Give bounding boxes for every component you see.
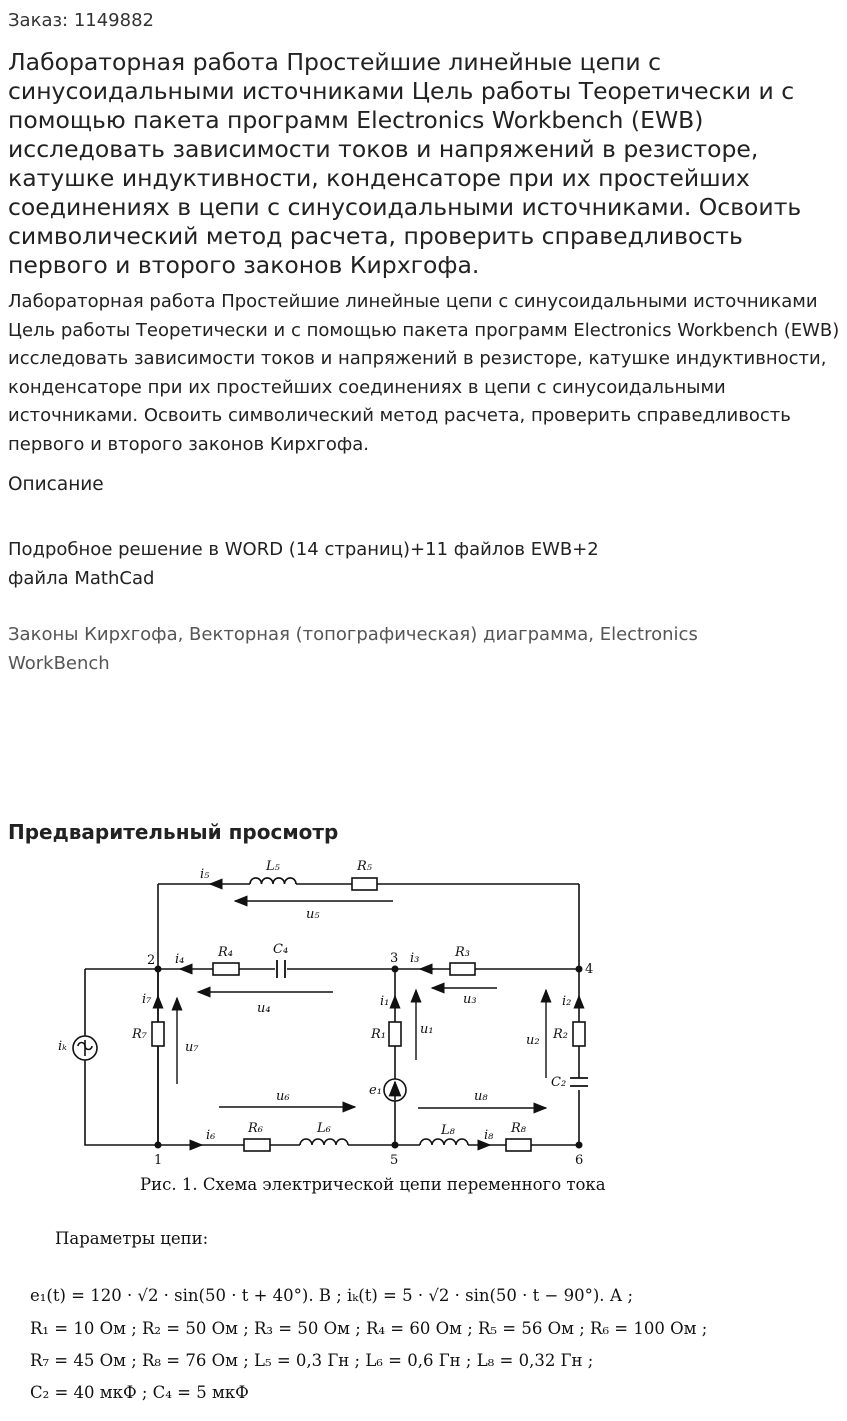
inductors	[250, 878, 468, 1145]
resistors	[152, 878, 585, 1151]
label-u8: u₈	[474, 1089, 488, 1104]
arrows	[158, 884, 579, 1145]
order-number: Заказ: 1149882	[8, 10, 154, 31]
label-ik: iₖ	[58, 1039, 67, 1054]
label-R7: R₇	[132, 1027, 147, 1042]
description-heading: Описание	[8, 474, 104, 495]
equation-line: R₁ = 10 Ом ; R₂ = 50 Ом ; R₃ = 50 Ом ; R₄ = 60 Ом ; R₅ = 56 Ом ; R₆ = 100 Ом ;	[30, 1319, 708, 1338]
label-L8: L₈	[441, 1123, 455, 1138]
label-node-2: 2	[147, 953, 156, 968]
label-C4: C₄	[273, 942, 289, 957]
label-i3: i₃	[410, 951, 420, 966]
label-i7: i₇	[142, 992, 152, 1007]
label-e1: e₁	[369, 1083, 382, 1098]
page-title: Лабораторная работа Простейшие линейные цепи с синусоидальными источниками Цель работы Теоретически и с помощью пакета программ Electronics Workbench (EWB) исследовать зависимости токов и напряжений в резисторе, катушке индуктивности, конденсаторе при их простейших соединениях в цепи с синусоидальными источниками. Освоить символический метод расчета, проверить справедливость первого и второго законов Кирхгофа.	[8, 48, 802, 279]
equation-line: C₂ = 40 мкФ ; C₄ = 5 мкФ	[30, 1383, 249, 1402]
label-R5: R₅	[357, 859, 372, 874]
label-i4: i₄	[175, 952, 185, 967]
equation-line: e₁(t) = 120 · √2 · sin(50 · t + 40°). В ; iₖ(t) = 5 · √2 · sin(50 · t − 90°). А ;	[30, 1286, 634, 1305]
label-C2: C₂	[551, 1075, 567, 1090]
label-u1: u₁	[420, 1022, 434, 1037]
equation-line: R₇ = 45 Ом ; R₈ = 76 Ом ; L₅ = 0,3 Гн ; L₆ = 0,6 Гн ; L₈ = 0,32 Гн ;	[30, 1351, 594, 1370]
label-node-3: 3	[390, 951, 399, 966]
tags-list[interactable]: Законы Кирхгофа, Векторная (топографическая) диаграмма, Electronics WorkBench	[8, 624, 698, 674]
label-R6: R₆	[248, 1121, 263, 1136]
label-i5: i₅	[200, 867, 210, 882]
label-i1: i₁	[380, 994, 390, 1009]
label-u3: u₃	[463, 992, 477, 1007]
label-R4: R₄	[218, 945, 233, 960]
sources	[73, 1036, 406, 1101]
figure-caption: Рис. 1. Схема электрической цепи переменного тока	[140, 1175, 606, 1194]
label-R8: R₈	[511, 1121, 526, 1136]
label-i2: i₂	[562, 994, 572, 1009]
description-text: Подробное решение в WORD (14 страниц)+11 файлов EWB+2 файла MathCad	[8, 539, 599, 589]
summary-paragraph: Лабораторная работа Простейшие линейные цепи с синусоидальными источниками Цель работы Теоретически и с помощью пакета программ Electronics Workbench (EWB) исследовать зависимости токов и напряжений в резисторе, катушке индуктивности, конденсаторе при их простейших соединениях в цепи с синусоидальными источниками. Освоить символический метод расчета, проверить справедливость первого и второго законов Кирхгофа.	[8, 291, 840, 455]
label-node-1: 1	[154, 1153, 163, 1168]
circuit-wires	[85, 884, 579, 1145]
label-u4: u₄	[257, 1001, 271, 1016]
label-L6: L₆	[317, 1121, 331, 1136]
params-heading: Параметры цепи:	[55, 1229, 209, 1248]
label-node-4: 4	[585, 962, 594, 977]
label-u5: u₅	[306, 907, 320, 922]
preview-heading: Предварительный просмотр	[8, 820, 339, 844]
label-R3: R₃	[455, 945, 470, 960]
label-node-5: 5	[390, 1153, 399, 1168]
label-L5: L₅	[266, 859, 280, 874]
label-i8: i₈	[484, 1128, 494, 1143]
label-node-6: 6	[575, 1153, 584, 1168]
label-R1: R₁	[371, 1027, 386, 1042]
label-i6: i₆	[206, 1128, 216, 1143]
label-u6: u₆	[276, 1089, 290, 1104]
label-R2: R₂	[553, 1027, 568, 1042]
circuit-labels	[58, 859, 593, 1168]
label-u7: u₇	[185, 1040, 199, 1055]
label-u2: u₂	[526, 1033, 540, 1048]
